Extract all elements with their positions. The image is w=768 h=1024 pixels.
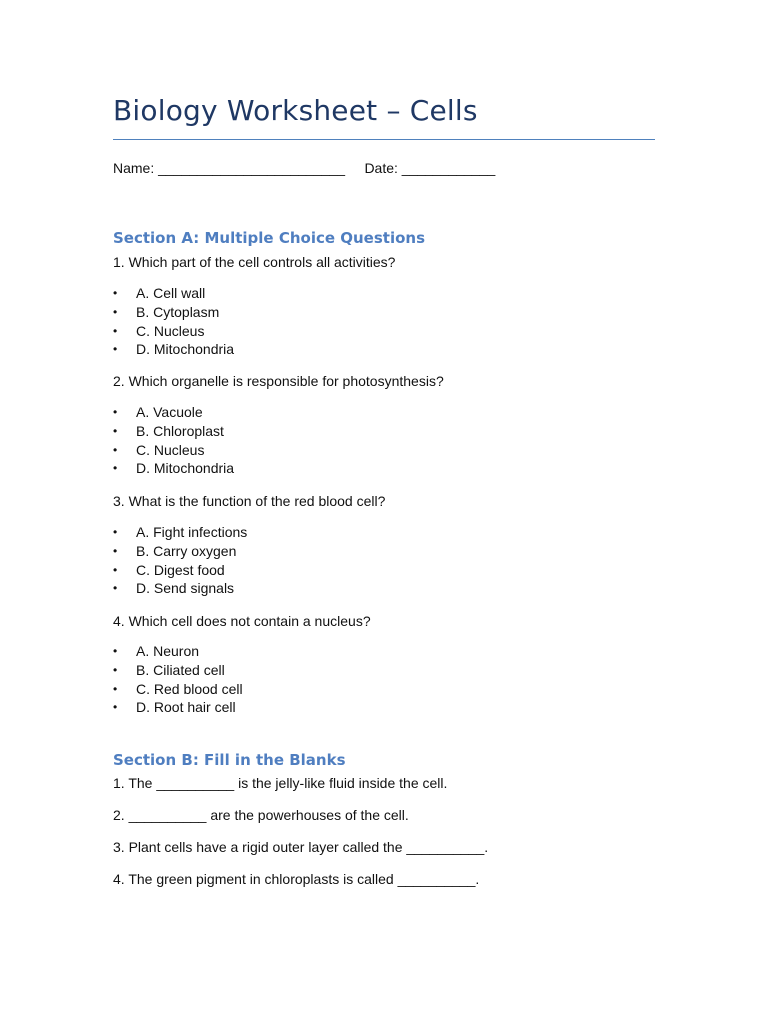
question-2-options [113,403,234,478]
option-item [113,661,243,680]
option-item [113,284,234,303]
option-text: A. Neuron [136,643,200,659]
question-4: 4. Which cell does not contain a nucleus? [113,613,371,629]
bullet-icon: • [113,304,118,319]
bullet-icon: • [113,644,118,658]
option-item [113,403,234,422]
bullet-icon: • [113,323,118,338]
fill-blank-1: 1. The __________ is the jelly-like fluid inside the cell. [113,775,448,791]
option-item [113,322,234,341]
bullet-icon: • [113,342,118,357]
bullet-icon: • [113,525,118,539]
question-4-options [113,642,243,717]
option-text: D. Mitochondria [136,460,235,477]
option-text: B. Chloroplast [136,422,224,439]
bullet-icon: • [113,442,118,457]
option-text: A. Fight infections [136,524,248,540]
question-3-options [113,523,247,598]
option-item [113,523,247,542]
option-text: A. Cell wall [136,285,206,301]
option-text: C. Nucleus [136,441,205,458]
question-1-options [113,284,234,359]
option-text: B. Cytoplasm [136,303,220,320]
option-item [113,441,234,460]
option-text: A. Vacuole [136,404,203,420]
option-text: B. Ciliated cell [136,661,225,678]
option-text: D. Mitochondria [136,341,235,358]
question-2: 2. Which organelle is responsible for photosynthesis? [113,373,444,389]
option-item [113,422,234,441]
fill-blank-3: 3. Plant cells have a rigid outer layer called the __________. [113,839,489,855]
option-item [113,459,234,478]
fill-blank-2: 2. __________ are the powerhouses of the cell. [113,807,409,823]
bullet-icon: • [113,562,118,577]
bullet-icon: • [113,286,118,300]
bullet-icon: • [113,543,118,558]
option-item [113,680,243,699]
option-text: B. Carry oxygen [136,542,237,559]
option-text: C. Red blood cell [136,680,243,697]
option-item [113,542,247,561]
option-item [113,642,243,661]
bullet-icon: • [113,461,118,476]
option-text: D. Root hair cell [136,699,236,716]
question-1: 1. Which part of the cell controls all activities? [113,254,396,270]
option-item [113,698,243,717]
option-item [113,579,247,598]
option-item [113,340,234,359]
option-item [113,561,247,580]
bullet-icon: • [113,662,118,677]
title-underline [113,139,655,140]
option-item [113,303,234,322]
bullet-icon: • [113,581,118,596]
fill-blank-4: 4. The green pigment in chloroplasts is called __________. [113,871,480,887]
worksheet-title: Biology Worksheet – Cells [113,94,478,127]
option-text: D. Send signals [136,580,235,597]
question-3: 3. What is the function of the red blood cell? [113,493,386,509]
bullet-icon: • [113,423,118,438]
bullet-icon: • [113,681,118,696]
option-text: C. Nucleus [136,322,205,339]
bullet-icon: • [113,405,118,419]
name-date-line: Name: ________________________ Date: ____________ [113,160,496,176]
section-b-heading: Section B: Fill in the Blanks [113,751,346,769]
bullet-icon: • [113,700,118,715]
option-text: C. Digest food [136,561,225,578]
section-a-heading: Section A: Multiple Choice Questions [113,229,426,247]
